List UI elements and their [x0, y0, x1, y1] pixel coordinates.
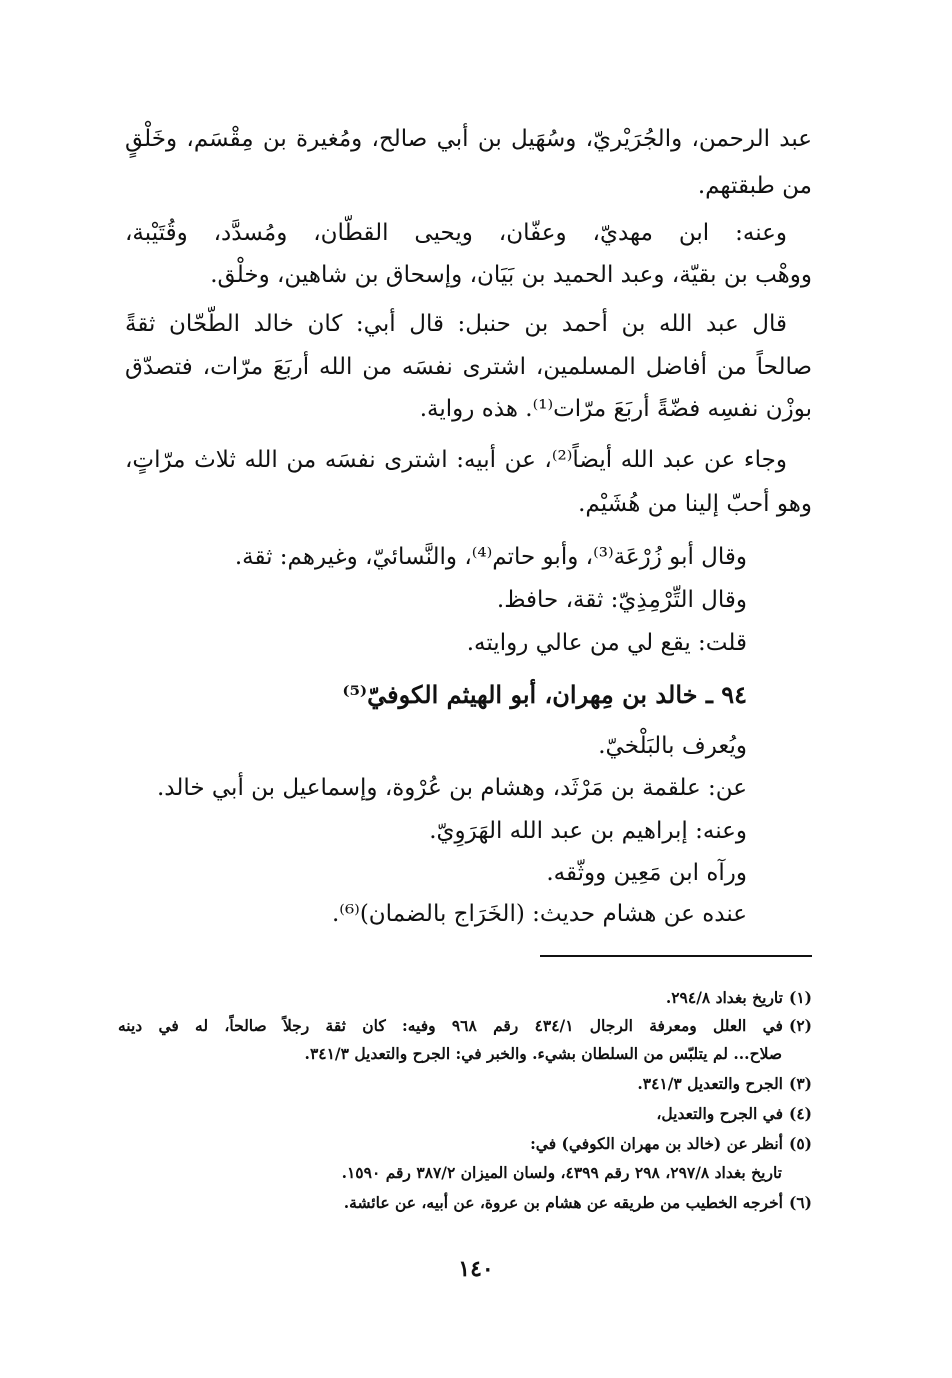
footnote — [637, 1076, 812, 1092]
text-line: وعنه: إبراهيم بن عبد الله الهَرَوِيّ. — [429, 818, 747, 844]
text-line: قال عبد الله بن أحمد بن حنبل: قال أبي: كان خالد الطّحّان ثقةً — [125, 311, 787, 337]
text-line: ورآه ابن مَعِين ووثّقه. — [546, 860, 747, 886]
text-line: وعنه: ابن مهديّ، وعفّان، ويحيى القطّان، ومُسدَّد، وقُتَيْبة، — [125, 220, 787, 246]
footnote-number: (٣) — [788, 1074, 812, 1093]
text-line: بوزْن نفسِه فضّةً أربَعَ مرّات⁽¹⁾. هذه رواية. — [419, 396, 812, 422]
footnote-text: تاريخ بغداد ٢٩٧/٨، ٢٩٨ رقم ٤٣٩٩، ولسان الميزان ٣٨٧/٢ رقم ١٥٩٠. — [341, 1163, 782, 1182]
footnote-text: تاريخ بغداد ٢٩٤/٨. — [665, 988, 783, 1007]
footnote-number: (٤) — [788, 1104, 812, 1123]
footnote-text: في الجرح والتعديل، — [656, 1104, 783, 1123]
footnote — [344, 1195, 812, 1211]
text-line: من طبقتهم. — [697, 173, 812, 199]
footnote — [530, 1136, 812, 1152]
page-number: ١٤٠ — [458, 1256, 494, 1282]
text-line: ويُعرف بالبَلْخيّ. — [598, 733, 747, 759]
footnote-number: (٢) — [788, 1016, 812, 1035]
footnote-text: الجرح والتعديل ٣٤١/٣. — [637, 1074, 783, 1093]
text-line: عبد الرحمن، والجُرَيْريّ، وسُهَيل بن أبي صالح، ومُغيرة بن مِقْسَم، وخَلْقٍ — [125, 126, 812, 152]
footnote-number: (١) — [788, 988, 812, 1007]
footnote-continuation — [305, 1046, 782, 1062]
text-line: عنده عن هشام حديث: (الخَرَاج بالضمان)⁽⁶⁾. — [331, 901, 747, 927]
entry-heading: ٩٤ ـ خالد بن مِهران، أبو الهيثم الكوفيّ⁽⁵⁾ — [342, 680, 747, 709]
footnote — [118, 1018, 812, 1034]
text-line: ووهْب بن بقيّة، وعبد الحميد بن بَيَان، وإسحاق بن شاهين، وخلْق. — [210, 262, 812, 288]
footnote — [666, 990, 812, 1006]
footnote-text: صلاح... لم يتلبّس من السلطان بشيء. والخبر في: الجرح والتعديل ٣٤١/٣. — [304, 1044, 782, 1063]
text-line: وهو أحبّ إلينا من هُشَيْم. — [578, 491, 812, 517]
footnote-divider — [540, 955, 812, 957]
footnote-text: أنظر عن (خالد بن مهران الكوفي) في: — [530, 1134, 783, 1153]
footnote-text: أخرجه الخطيب من طريقه عن هشام بن عروة، عن أبيه، عن عائشة. — [343, 1193, 783, 1212]
footnote-number: (٦) — [788, 1193, 812, 1212]
text-line: وجاء عن عبد الله أيضاً⁽²⁾، عن أبيه: اشترى نفسَه من الله ثلاث مرّاتٍ، — [125, 447, 787, 473]
text-line: قلت: يقع لي من عالي روايته. — [466, 630, 747, 656]
footnote-continuation — [342, 1165, 782, 1181]
text-line: وقال أبو زُرْعَة⁽³⁾، وأبو حاتم⁽⁴⁾، والنَّسائيّ، وغيرهم: ثقة. — [234, 544, 747, 570]
footnote-text: في العلل ومعرفة الرجال ٤٣٤/١ رقم ٩٦٨ وفيه: كان ثقة رجلاً صالحاً، له في دينه — [118, 1016, 783, 1035]
text-line: عن: علقمة بن مَرْثَد، وهشام بن عُرْوة، وإسماعيل بن أبي خالد. — [156, 775, 747, 801]
footnote-number: (٥) — [788, 1134, 812, 1153]
text-line: صالحاً من أفاضل المسلمين، اشترى نفسَه من الله أربَعَ مرّات، فتصدّق — [125, 354, 812, 380]
footnote — [656, 1106, 812, 1122]
text-line: وقال التِّرْمِذِيّ: ثقة، حافظ. — [496, 587, 747, 613]
